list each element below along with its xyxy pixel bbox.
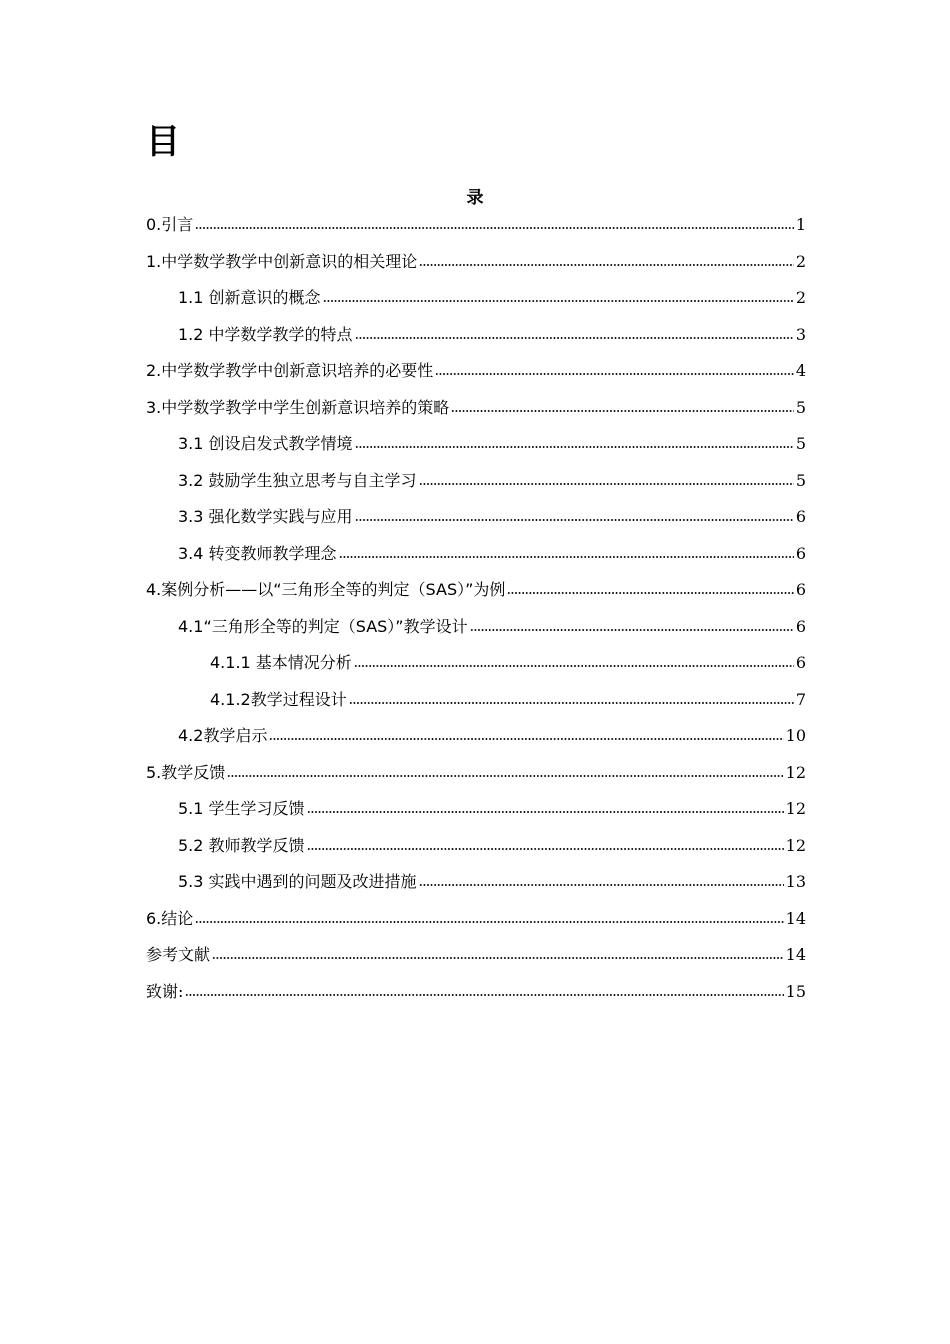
toc-leader-dots <box>507 590 793 596</box>
toc-entry[interactable] <box>178 796 806 820</box>
toc-entry-label: 0.引言 <box>146 215 194 234</box>
toc-entry[interactable] <box>146 249 806 273</box>
toc-entry[interactable] <box>146 979 806 1003</box>
toc-entry-page: 14 <box>785 909 806 928</box>
toc-leader-dots <box>307 809 784 815</box>
toc-entry-page: 6 <box>795 507 806 526</box>
toc-entry[interactable] <box>178 285 806 309</box>
toc-entry-page: 13 <box>785 872 806 891</box>
toc-entry-page: 4 <box>795 361 806 380</box>
toc-entry-page: 2 <box>795 252 806 271</box>
toc-entry-label: 4.案例分析——以“三角形全等的判定（SAS）”为例 <box>146 580 506 599</box>
toc-entry[interactable] <box>178 431 806 455</box>
toc-entry-label: 3.4 转变教师教学理念 <box>178 544 337 563</box>
toc-entry-label: 5.1 学生学习反馈 <box>178 799 305 818</box>
toc-entry[interactable] <box>178 723 806 747</box>
toc-entry-page: 5 <box>795 398 806 417</box>
toc-entry-label: 5.教学反馈 <box>146 763 226 782</box>
toc-entry[interactable] <box>178 833 806 857</box>
toc-entry[interactable] <box>210 650 806 674</box>
toc-entry[interactable] <box>178 541 806 565</box>
toc-entry-label: 3.3 强化数学实践与应用 <box>178 507 353 526</box>
toc-entry-label: 致谢: <box>146 982 184 1001</box>
toc-entry-page: 6 <box>795 653 806 672</box>
toc-entry-page: 5 <box>795 434 806 453</box>
toc-leader-dots <box>269 736 783 742</box>
toc-entry[interactable] <box>178 504 806 528</box>
toc-entry-label: 1.2 中学数学教学的特点 <box>178 325 353 344</box>
toc-leader-dots <box>349 700 794 706</box>
toc-leader-dots <box>227 773 783 779</box>
toc-entry-page: 15 <box>785 982 806 1001</box>
toc-leader-dots <box>185 992 783 998</box>
toc-entry-page: 12 <box>785 799 806 818</box>
toc-entry-page: 6 <box>795 544 806 563</box>
toc-entry-label: 1.中学数学教学中创新意识的相关理论 <box>146 252 418 271</box>
toc-entry-page: 1 <box>795 215 806 234</box>
toc-leader-dots <box>355 517 794 523</box>
toc-entry-label: 5.2 教师教学反馈 <box>178 836 305 855</box>
toc-leader-dots <box>354 663 794 669</box>
toc-entry-label: 4.1.2教学过程设计 <box>210 690 347 709</box>
toc-entry[interactable] <box>178 614 806 638</box>
toc-title-part-1: 目 <box>146 122 180 162</box>
toc-entry[interactable] <box>178 869 806 893</box>
toc-leader-dots <box>419 262 794 268</box>
toc-entry-label: 6.结论 <box>146 909 194 928</box>
toc-leader-dots <box>435 371 794 377</box>
toc-title-part-2: 录 <box>466 188 484 208</box>
toc-entry-page: 6 <box>795 580 806 599</box>
toc-leader-dots <box>419 882 784 888</box>
toc-leader-dots <box>470 627 794 633</box>
toc-leader-dots <box>195 919 783 925</box>
toc-entry-label: 参考文献 <box>146 945 211 964</box>
toc-entry-label: 4.1“三角形全等的判定（SAS）”教学设计 <box>178 617 468 636</box>
toc-leader-dots <box>323 298 794 304</box>
toc-entry[interactable] <box>178 468 806 492</box>
toc-entry-label: 3.中学数学教学中学生创新意识培养的策略 <box>146 398 450 417</box>
toc-entry-label: 2.中学数学教学中创新意识培养的必要性 <box>146 361 434 380</box>
toc-entry-page: 10 <box>785 726 806 745</box>
toc-entry-page: 12 <box>785 836 806 855</box>
toc-leader-dots <box>307 846 784 852</box>
toc-entry-page: 5 <box>795 471 806 490</box>
toc-entry[interactable] <box>210 687 806 711</box>
toc-entry-label: 1.1 创新意识的概念 <box>178 288 321 307</box>
toc-leader-dots <box>339 554 794 560</box>
toc-entry-page: 14 <box>785 945 806 964</box>
toc-leader-dots <box>195 225 794 231</box>
toc-entry[interactable] <box>146 577 806 601</box>
toc-entry-label: 4.1.1 基本情况分析 <box>210 653 352 672</box>
toc-entry-page: 12 <box>785 763 806 782</box>
toc-entry[interactable] <box>146 942 806 966</box>
toc-leader-dots <box>419 481 794 487</box>
toc-entry-label: 4.2教学启示 <box>178 726 268 745</box>
toc-entry[interactable] <box>146 395 806 419</box>
toc-leader-dots <box>451 408 794 414</box>
toc-entry-label: 5.3 实践中遇到的问题及改进措施 <box>178 872 417 891</box>
toc-entry[interactable] <box>146 906 806 930</box>
toc-entry[interactable] <box>178 322 806 346</box>
toc-entry-page: 6 <box>795 617 806 636</box>
toc-leader-dots <box>212 955 784 961</box>
toc-entry-label: 3.1 创设启发式教学情境 <box>178 434 353 453</box>
toc-entry-page: 7 <box>795 690 806 709</box>
toc-entry-page: 3 <box>795 325 806 344</box>
toc-entry-label: 3.2 鼓励学生独立思考与自主学习 <box>178 471 417 490</box>
toc-entry-page: 2 <box>795 288 806 307</box>
toc-entry[interactable] <box>146 358 806 382</box>
toc-leader-dots <box>355 335 794 341</box>
toc-entry[interactable] <box>146 760 806 784</box>
toc-entry[interactable] <box>146 212 806 236</box>
toc-leader-dots <box>355 444 794 450</box>
